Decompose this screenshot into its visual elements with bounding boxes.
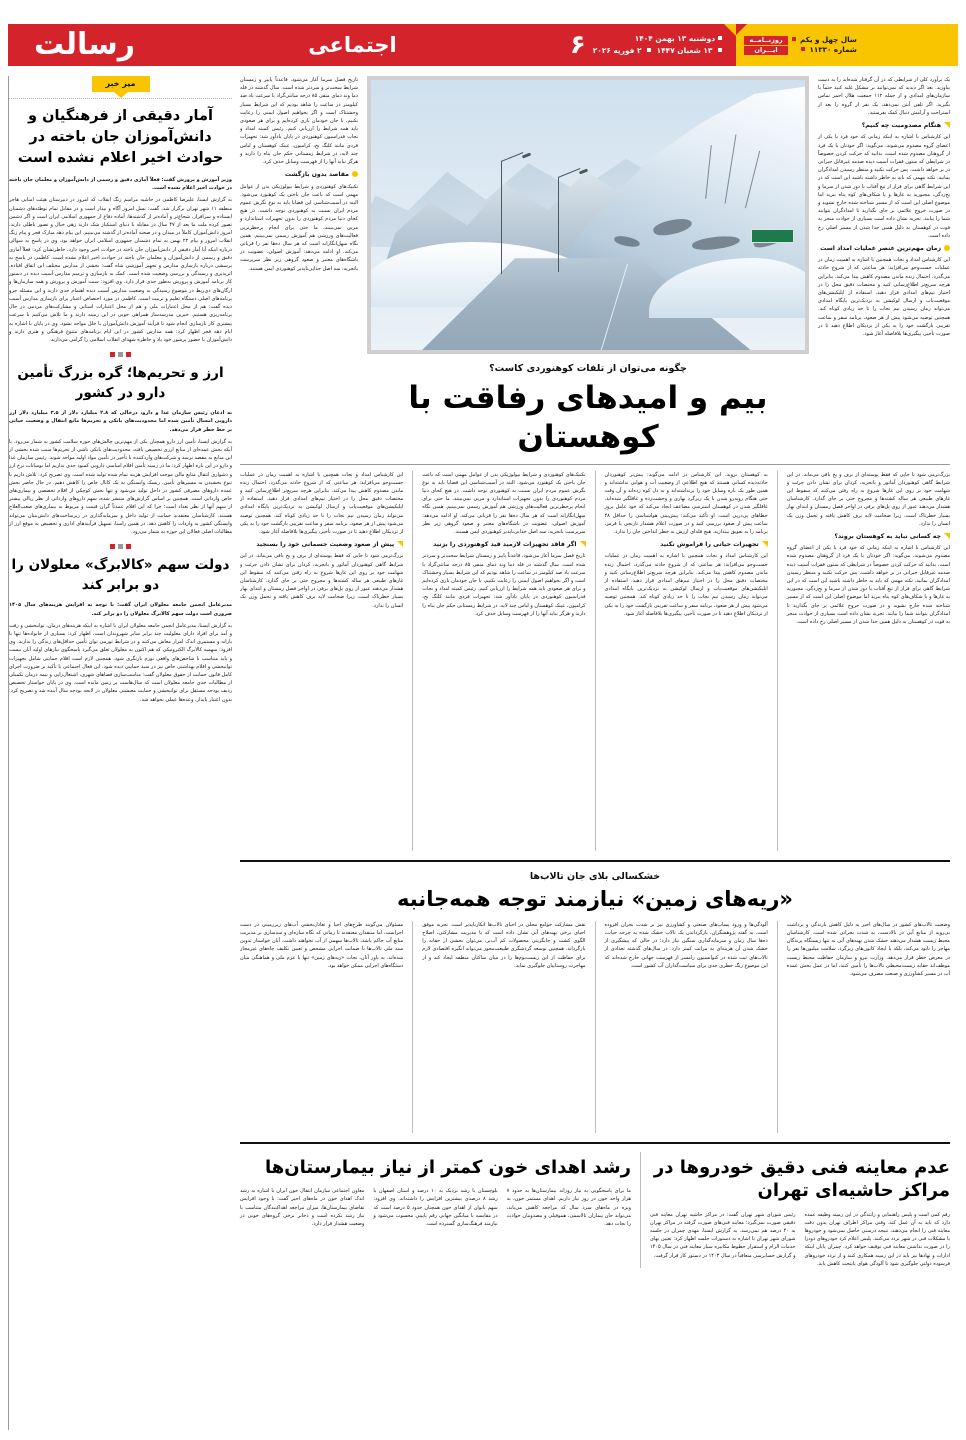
triangle-bullet-icon (944, 533, 950, 539)
mid-col-1 (605, 921, 768, 1133)
lead-side-column (240, 76, 358, 273)
mid-col-3-text: مسئولان می‌گویند طرح‌های احیا و تعادل‌بخشی آب‌های زیرزمینی در دست اجراست، اما منتقدان معتقدند تا زمانی که نگاه سازه‌ای و سدسازی بر مدیریت منابع آب حاکم باشد، تالاب‌ها سهمی از آب نخواهند داشت. آنان خواستار تدوین سند ملی تالاب‌ها با ضمانت اجرایی مشخص و تعیین تکلیف چاه‌های غیرمجاز شده‌اند. به باور آنان، نجات «ریه‌های زمین» تنها با عزم ملی و هماهنگی میان دستگاه‌های اجرایی ممکن خواهد بود. (240, 921, 404, 969)
photo-scene (371, 80, 805, 350)
rail-story-3-headline: دولت سهم «کالابرگ» معلولان را دو برابر کند (11, 557, 230, 593)
mid-col-2-text: نقش مشارکت جوامع محلی در احیای تالاب‌ها انکارناپذیر است. تجربه موفق احیای برخی پهنه‌های آبی نشان داده است که با مدیریت مشارکتی، اصلاح الگوی کشت و جایگزینی محصولات کم آب‌بر، می‌توان بخشی از حقابه را بازگرداند. همچنین توسعه گردشگری طبیعت‌محور می‌تواند انگیزه اقتصادی لازم برای حفاظت از این زیست‌بوم‌ها را در میان ساکنان منطقه ایجاد کند و از مهاجرت روستاییان جلوگیری نماید. (422, 921, 586, 969)
bottom-row-divider (640, 1152, 641, 1268)
br-col-2-text: معاون اجتماعی سازمان انتقال خون ایران با اشاره به رشد اندک اهدای خون در ماه‌های اخیر گفت: با وجود افزایش تقاضای بیمارستان‌ها، میزان مراجعه اهداکنندگان متناسب با نیاز رشد نکرده است و ذخایر برخی گروه‌های خونی در وضعیت هشدار قرار دارد. (240, 1188, 365, 1227)
rail-story-2-headline: ارز و تحریم‌ها؛ گره بزرگ تأمین دارو در کشور (17, 365, 224, 401)
mid-article-columns (240, 921, 950, 1133)
triangle-bullet-icon (762, 541, 768, 547)
main-column (236, 76, 958, 1430)
mid-col-0 (787, 921, 950, 1133)
column-divider (412, 921, 413, 1133)
br-col-1-text: بلوچستان با رشد نزدیک به ۱۰ درصد و استان اصفهان با رشد ۸ درصدی بیشترین افزایش را داشته‌اند. وی افزود: سهم بانوان از اهدای خون همچنان حدود ۵ درصد است که در مقایسه با میانگین جهانی رقم پایینی محسوب می‌شود و نیازمند فرهنگ‌سازی گسترده است. (373, 1188, 498, 1227)
mid-article (240, 871, 950, 1133)
lead-headline: بیم و امیدهای رفاقت با کوهستان (408, 380, 768, 455)
lead-intro-text: یک برآورد کلی از شرایطی که در آن گرفتار شده‌اید را به دست بیاورید. بعد اگر دیدید که نمی‌توانید بر مشکل غلبه کنید حتماً با سازمان‌های امدادی و از جمله ۱۱۲ جمعیت هلال احمر تماس بگیرید. اگر تلفن آنتن نمی‌دهد، یک نفر از گروه را بعد از استراحت و آرامش دنبال کمک بفرستید. (818, 77, 950, 116)
dot-bullet-icon (352, 171, 358, 177)
lead-body-text-d2: بزرگ‌ترمی شود تا جایی که فقط پوسته‌ای از برف و یخ باقی می‌ماند. در این شرایط گاهی کوهنوردان آماتور و باتجربه، کردان برای نشان دادن جرئت و شهامت خود بر روی این غارها شروع به راه رفتن می‌کنند که سقوط این غارهای طبیعی هر ساله کشته‌ها و مجروح حتی بر جای گذارد. کارشناسان هشدار می‌دهند عبور از روی پل‌های برفی در اواخر فصل زمستان و ابتدای بهار بسیار خطرناک است، زیرا ضخامت لایه برف کاهش یافته و تحمل وزن یک انسان را ندارد. (240, 553, 404, 609)
bottom-left-article (650, 1152, 950, 1268)
rail-story-1-headline: آمار دقیقی از فرهنگیان و دانش‌آموزان جان باخته در حوادث اخیر اعلام نشده است (17, 108, 224, 167)
subhead-4 (422, 540, 585, 549)
date-solar: دوشنبه ۱۳ بهمن ۱۴۰۴ (593, 33, 722, 45)
lead-kicker: چگونه می‌توان از تلفات کوهنوردی کاست؟ (489, 363, 687, 374)
corner-accent-icon-2 (724, 24, 736, 36)
lead-body-col-b (605, 471, 768, 851)
subhead-5 (240, 540, 403, 549)
issue-year: سال چهل و یکم (790, 35, 857, 45)
lead-body-col-d (240, 471, 403, 851)
rail-story-1-body: به گزارش ایسنا، علیرضا کاظمی در حاشیه مراسم زنگ انقلاب که امروز در دبیرستان هیئت امنایی هاجر منطقه ۱۱ شهر تهران برگزار شد، گفت: نسل امروز آگاه و بیدار است و در مقابل تمام توطئه‌های دشمنان ایستاده و سرافراز، شجاع‌تر و آماده‌تر از گذشته‌ها، آماده دفاع از جمهوری اسلامی ایران است و اگر دشمن تصور کرده ملت ما بعد از ۴۷ سال در مقابله با دنیای استکبار شک دارند زهی خیال و تصور باطلی دارند. امروز دانش‌آموزان کاملاً در میدان و در صحنه آماده‌تر از گذشته می‌بینیم. این پیام دهه مبارک فجر و پیام زنگ انقلاب امروز و پیام ۲۲ بهمن به تمام دشمنان جمهوری اسلامی ایران خواهد بود. وی در پاسخ به سوالی درباره اینکه آیا آمار دقیقی از دانش‌آموزان جان باخته در حوادث اخیر وجود دارد، خاطرنشان کرد: فعلاً آماری دقیق و رسمی از دانش‌آموزان و معلمان جان باخته در حوادث اخیر اعلام نشده است. کاظمی در پاسخ به پرسشی درباره بازسازی مدارس و تجهیز آموزشی شاه گفت: بخشی از مدارس مختلف این اتفاق افتاده، اثرپذیری و رسیدگی و بررسی وضعیت شده است. کمک به بازسازی و ترمیم مدارس آسیب دیده در دستور کار برنامه آموزش و پرورش به‌طور جدی قرار دارد. وی افزود: سنت آموزش و پرورش و همه سازمان‌ها و ارگان‌های ذی‌ربط در موضوع رسیدگی به وضعیت مدارس آسیب دیده اهتمام جدی دارند و این مسئله جزو برنامه‌های اصلی دستگاه تعلیم و تربیت است. کاظمی در مورد اختصاص اعتبار برای بازسازی مدارس آسیب دیده گفت: هم از محل اعتبارات ملی و هم از محل اعتبارات استانی و مشارکت‌های مردمی در حال برنامه‌ریزی هستیم. خیرین مدرسه‌ساز همراهی خوبی در این زمینه دارند و ما تلاش می‌کنیم با سرعت بیشتری کار بازسازی انجام شود تا فرآیند آموزش دانش‌آموزان با خلل مواجه نشود. وی در پایان با اشاره به ایام دهه فجر اظهار کرد: همه مدارس کشور در این ایام برنامه‌های متنوع فرهنگی و هنری دارند و دانش‌آموزان با حضور پرشور خود یاد و خاطره شهدای انقلاب اسلامی را گرامی می‌دارند. (9, 197, 232, 343)
subhead-3 (240, 170, 358, 179)
bl-col-0-text: رقم کمی است و پلیس راهنمایی و رانندگی در این زمینه وظیفه عمده دارد که باید به آن عمل کند. وقتی مراکز اطراف تهران بدون دقت معاینه فنی را انجام می‌دهند، نتیجه درستی حاصل نمی‌شود و خودروها با مشکلات فنی در شهر تردد می‌کنند. پلیس اعلام کرد خودروهای دودزا را در صورت نداشتن معاینه فنی توقیف خواهد کرد. چمران پایان اینکه ادارات و نهادها نیز باید در این زمینه همکاری کنند و از تردد خودروهای فرسوده دولتی جلوگیری شود تا آلودگی هوای پایتخت کاهش یابد. (804, 1211, 950, 1267)
column-divider (595, 921, 596, 1133)
lead-article-columns (240, 471, 950, 851)
subhead-1-label: زمان مهم‌ترین عنصر عملیات امداد است (820, 244, 941, 252)
bottom-right-article (240, 1152, 631, 1228)
photo-road-line (470, 264, 628, 350)
mid-col-1-text: آلودگی‌ها و ورود پساب‌های صنعتی و کشاورزی نیز بر شدت بحران افزوده است. به گفته پژوهشگران، بازگرداندن یک تالاب خشک شده به چرخه حیات، ده‌ها سال زمان و سرمایه‌گذاری سنگین نیاز دارد؛ در حالی که پیشگیری از خشک شدن آن هزینه‌ای به مراتب کمتر دارد. در سال‌های گذشته تعدادی از تالاب‌های ثبت شده در کنوانسیون رامسر از فهرست جهانی خارج شده‌اند که این موضوع زنگ خطری جدی برای سیاست‌گذاران آب کشور است. (604, 921, 768, 969)
news-desk-badge: میز خبر (92, 76, 150, 92)
publisher-logo (744, 30, 788, 60)
lead-body-text-d: این کارشناس امداد و نجات همچنین با اشاره به اهمیت زمان در عملیات جست‌وجو می‌افزاید: هر ساعتی که از شروع حادثه می‌گذرد، احتمال زنده ماندن مصدوم کاهش پیدا می‌کند. بنابراین هرچه سریع‌تر اطلاع‌رسانی کنید و مختصات دقیق محل را در اختیار تیم‌های امدادی قرار دهید. استفاده از اپلیکیشن‌های موقعیت‌یاب و ارسال لوکیشن به نزدیک‌ترین پایگاه امدادی می‌تواند زمان رسیدن تیم نجات را تا حد زیادی کوتاه کند. همچنین توصیه می‌شود پیش از هر صعود، برنامه سفر و ساعت تقریبی بازگشت خود را به یکی از نزدیکان اطلاع دهید تا در صورت تأخیر، پیگیری‌ها بلافاصله آغاز شود. (240, 471, 404, 535)
mid-col-2 (422, 921, 585, 1133)
section-divider (240, 860, 950, 862)
lead-col-0: این کارشناس با اشاره به اینکه زمانی که خود فرد یا یکی از اعضای گروه مصدوم می‌شوند، می‌گوید: اگر خودتان یا یک فرد از گروهتان مصدوم شده است، بدانید که حرکت کردن خصوصاً در شرایطی که ستون فقرات آسیب دیده صدمه غیرقابل جبرانی در بر خواهد داشت. پس حرکت نکنید و منتظر رسیدن امدادگران بمانید. نکته مهمی که باید به خاطر داشته باشید این است که در این شرایط گاهی برای فرار از تیغ آفتاب یا دور شدن از سرما و یخ‌زدگی، مجبورید به غارها و یا شکاف‌های کوه پناه ببرید اما موضوع اصلی این است که از مسیر شناخته شده خارج نشوید و در صورت خروج علائمی بر جای بگذارید تا امدادگران بتوانند شما را بیابند. تجربه نشان داده است بسیاری از حوادث منجر به فوت در کوهستان به دلیل همین جدا شدن از مسیر اصلی رخ داده است. (818, 134, 950, 239)
publisher-logo-line2: ایـــران (744, 46, 788, 55)
newspaper-brand: رسالت (34, 27, 136, 62)
bottom-row (240, 1152, 950, 1268)
bl-col-1-text: رئیس شورای شهر تهران گفت: در مراکز حاشیه تهران معاینه فنی دقیقی صورت نمی‌گیرد؛ معاینه فنی‌های صورت گرفته در مراکز تهران به ۴۰ درصد هم نمی‌رسد. به گزارش ایسنا، مهدی چمران در جلسه شورای شهر تهران با اشاره به دستورات جلسه اظهار کرد: تعیین بهای خدمات الزام و استقرار خطوط مکانیزه سیار معاینه فنی در سال ۱۴۰۵ و گزارش حسابرسی متعاقباً در سال ۱۴۰۳ در دستور کار قرار گرفت. (650, 1211, 796, 1259)
page-number: ۶ (569, 30, 586, 60)
subhead-0 (818, 121, 950, 130)
date-lunar-gregorian (593, 45, 722, 57)
rail-story-3-body: به گزارش ایسنا، مدیرعامل انجمن جامعه معلولان ایران با اشاره به اینکه هزینه‌های درمان، توانبخشی و رفت و آمد برای افراد دارای معلولیت چند برابر سایر شهروندان است، اظهار کرد: بسیاری از خانواده‌ها تنها با یارانه و مستمری اندک امرار معاش می‌کنند و در شرایط تورمی توان تأمین حداقل‌های زندگی را ندارند. وی افزود: سهمیه کالابرگ الکترونیکی که هم اکنون به معلولان تعلق می‌گیرد پاسخگوی نیازهای اولیه آنان نیست و باید متناسب با شاخص‌های واقعی تورم بازنگری شود. همچنین لازم است اقلام حمایتی شامل تجهیزات توانبخشی و اقلام بهداشتی خاص نیز در سبد حمایتی دیده شود. این فعال اجتماعی با تأکید بر ضرورت اجرای کامل قانون حمایت از حقوق معلولان گفت: مناسب‌سازی فضاهای شهری، اشتغال‌زایی و بیمه درمان تکمیلی از مطالبات جدی جامعه معلولان است که سال‌هاست بر زمین مانده است. وی در پایان خواستار تخصیص ردیف بودجه مستقل برای توانبخشی و حمایت معیشتی معلولان در لایحه بودجه سال آینده شد و تصریح کرد: بدون اعتبار پایدار، وعده‌ها عملی نخواهد شد. (9, 622, 232, 703)
lead-col-5: تاریخ فصل سرما آغاز می‌شود، قاعدتاً پاییز و زمستان شرایط سخت‌تر و سردتر شده است. سال گذشته در قله دما وند دمای منفی ۸۵ درجه سانتی‌گراد با سرعت باد صد کیلومتر در ساعت را شاهد بودیم که این شرایط بسیار وحشتناک است و اگر بخواهیم اصول ایمنی را رعایت نکنیم، با جان خودمان بازی کرده‌ایم و برای هر صعودی باید همه شرایط را ارزیابی کنیم. رئیس کمیته امداد و نجات فدراسیون کوهنوردی در پایان یادآور شد: تجهیزات فردی مانند کلنگ یخ، کرامپون، عینک کوهستان و لباس چند لایه، در شرایط زمستانی حکم جان پناه را دارند و هرگز نباید آنها را از فهرست وسایل حذف کرد. (240, 77, 358, 166)
column-divider (595, 471, 596, 851)
issue-info (790, 35, 863, 56)
br-col-1 (373, 1187, 497, 1228)
lead-body-text-c: تکنیک‌های کوهنوردی و شرایط بیولوژیکی بدن از عوامل مهمی است که باعث جان باختن یک کوهنورد می‌شود. البته در آسیب‌شناسی این قضایا باید به نوع نگرش عموم مردم ایران نسبت به کوهنوردی توجه داشت. در هیچ کجای دنیا مردم کوهنوردی را بدون تجهیزات استاندارد و مربی نمی‌بینند، ما حتی برای انجام پرخطرترین فعالیت‌های ورزشی هم آموزش رسمی نمی‌بینیم. همین نگاه سهل‌انگارانه است که هر سال ده‌ها نفر را قربانی می‌کند. او ادامه می‌دهد: آموزش اصولی، عضویت در باشگاه‌های معتبر و صعود گروهی زیر نظر سرپرست باتجربه، سه اصل جدایی‌ناپذیر کوهنوردی ایمن هستند. (422, 471, 586, 535)
column-divider (777, 471, 778, 851)
triangle-bullet-icon (944, 122, 950, 128)
news-desk-badge-wrap (9, 76, 232, 92)
mid-kicker: خشکسالی بلای جان تالاب‌ها (529, 870, 661, 882)
br-col-0 (507, 1187, 631, 1228)
br-col-2 (240, 1187, 364, 1228)
rail-story-3-lead: مدیرعامل انجمن جامعه معلولان ایران گفت: با توجه به افزایش هزینه‌های سال ۱۴۰۵ ضروری است دولت سهم کالابرگ معلولان را دو برابر کند. (9, 602, 232, 617)
bottom-right-columns (240, 1187, 631, 1228)
column-divider (777, 921, 778, 1133)
lead-body-text-a2: این کارشناس با اشاره به اینکه زمانی که خود فرد یا یکی از اعضای گروه مصدوم می‌شوند، می‌گوید: اگر خودتان یا یک فرد از گروهتان مصدوم شده است، بدانید که حرکت کردن خصوصاً در شرایطی که ستون فقرات آسیب دیده صدمه غیرقابل جبرانی در بر خواهد داشت. پس حرکت نکنید و منتظر رسیدن امدادگران بمانید. نکته مهمی که باید به خاطر داشته باشید این است که در این شرایط گاهی برای فرار از تیغ آفتاب یا دور شدن از سرما و یخ‌زدگی، مجبورید به غارها و یا شکاف‌های کوه پناه ببرید اما موضوع اصلی این است که از مسیر شناخته شده خارج نشوید و در صورت خروج علائمی بر جای بگذارید تا امدادگران بتوانند شما را بیابند. تجربه نشان داده است بسیاری از حوادث منجر به فوت در کوهستان به دلیل همین جدا شدن از مسیر اصلی رخ داده است. (786, 545, 950, 626)
photo-street-lamp (558, 177, 559, 272)
lead-body-text-c2: تاریخ فصل سرما آغاز می‌شود، قاعدتاً پاییز و زمستان شرایط سخت‌تر و سردتر شده است. سال گذشته در قله دما وند دمای منفی ۸۵ درجه سانتی‌گراد با سرعت باد صد کیلومتر در ساعت را شاهد بودیم که این شرایط بسیار وحشتناک است و اگر بخواهیم اصول ایمنی را رعایت نکنیم، با جان خودمان بازی کرده‌ایم و برای هر صعودی باید همه شرایط را ارزیابی کنیم. رئیس کمیته امداد و نجات فدراسیون کوهنوردی در پایان یادآور شد: تجهیزات فردی مانند کلنگ یخ، کرامپون، عینک کوهستان و لباس چند لایه، در شرایط زمستانی حکم جان پناه را دارند و هرگز نباید آنها را از فهرست وسایل حذف کرد. (422, 553, 586, 617)
triangle-bullet-icon (397, 541, 403, 547)
subhead-3-label: مقاصد بدون بازگشت (284, 171, 349, 179)
mid-col-3 (240, 921, 403, 1133)
dot-bullet-icon (944, 245, 950, 251)
bottom-left-headline: عدم معاینه فنی دقیق خودروها در مراکز حاشیه‌ای تهران (653, 1156, 950, 1202)
lead-body-text-b: به کوهستان نروید. این کارشناس در ادامه می‌گوید: بیش‌تر کوهنوردان حادثه‌دیده کسانی هستند که هیچ اطلاعی از وضعیت آب و هوایی نداشته‌اند و همین طور یک باره وسایل خود را برنداشته‌اند و به دل کوه زده‌اند و آن وقت حتی هنگام روبه‌رو شدن با یک ریزگرد بهاری و وحشت‌زده و غافلگیر شده‌اند. غافلگیر شدن در کوهستان استرسی مضاعف ایجاد می‌کند که خود عامل بروز خطاهای پی‌درپی است. او تأکید می‌کند: پیش‌بینی هواشناسی را حداقل ۴۸ ساعت پیش از صعود بررسی کنید و در صورت اعلام هشدار نارنجی یا قرمز، برنامه را به تعویق بیندازید. هیچ قله‌ای ارزش به خطر انداختن جان را ندارد. (604, 471, 768, 535)
lead-body-col-a (787, 471, 950, 851)
subhead-1 (818, 244, 950, 253)
rail-story-2-lead: به اذعان رئیس سازمان غذا و دارو، درحالی که ۲.۸ میلیارد دلار از ۳.۵ میلیارد دلار ارز دارویی امسال تأمین شده اما محدودیت‌های بانکی و تحریم‌ها مانع انتقال و وضعیت حیاتی بر خط خطر قرار می‌دهد. (9, 410, 232, 433)
photo-road-sign (751, 229, 794, 244)
rail-story-1-lead: وزیر آموزش و پرورش گفت: فعلاً آماری دقیق و رسمی از دانش‌آموزان و معلمان جان باخته در حوادث اخیر اعلام نشده است. (9, 177, 232, 192)
page-meta (570, 32, 722, 58)
section-title: اجتماعی (308, 32, 397, 57)
bl-col-0 (805, 1211, 951, 1268)
lead-photo (367, 76, 809, 354)
lead-body-text-a: بزرگ‌ترمی شود تا جایی که فقط پوسته‌ای از برف و یخ باقی می‌ماند. در این شرایط گاهی کوهنوردان آماتور و باتجربه، کردان برای نشان دادن جرئت و شهامت خود بر روی این غارها شروع به راه رفتن می‌کنند که سقوط این غارهای طبیعی هر ساله کشته‌ها و مجروح حتی بر جای گذارد. کارشناسان هشدار می‌دهند عبور از روی پل‌های برفی در اواخر فصل زمستان و ابتدای بهار بسیار خطرناک است، زیرا ضخامت لایه برف کاهش یافته و تحمل وزن یک انسان را ندارد. (786, 471, 950, 527)
lead-col-3: تکنیک‌های کوهنوردی و شرایط بیولوژیکی بدن از عوامل مهمی است که باعث جان باختن یک کوهنورد می‌شود. البته در آسیب‌شناسی این قضایا باید به نوع نگرش عموم مردم ایران نسبت به کوهنوردی توجه داشت. در هیچ کجای دنیا مردم کوهنوردی را بدون تجهیزات استاندارد و مربی نمی‌بینند، ما حتی برای انجام پرخطرترین فعالیت‌های ورزشی هم آموزش رسمی نمی‌بینیم. همین نگاه سهل‌انگارانه است که هر سال ده‌ها نفر را قربانی می‌کند. او ادامه می‌دهد: آموزش اصولی، عضویت در باشگاه‌های معتبر و صعود گروهی زیر نظر سرپرست باتجربه، سه اصل جدایی‌ناپذیر کوهنوردی ایمن هستند. (240, 183, 358, 272)
publisher-logo-line1: روزنــامــه (744, 36, 788, 45)
issue-number: شماره ۱۱۳۳۰ (790, 45, 857, 55)
mid-col-0-text: وضعیت تالاب‌های کشور در سال‌های اخیر به دلیل کاهش بارندگی و برداشت بی‌رویه از منابع آبی در بالادست، به شدت بحرانی شده است. کارشناسان محیط زیست هشدار می‌دهند خشک شدن پهنه‌های آبی نه تنها زیستگاه پرندگان مهاجر را نابود می‌کند، بلکه با ایجاد کانون‌های ریزگرد، سلامت میلیون‌ها نفر را در معرض خطر قرار می‌دهد. وزارت نیرو و سازمان حفاظت محیط زیست موظف‌اند حقابه زیست‌محیطی تالاب‌ها را تأمین کنند، اما در عمل بخش عمده آب در مسیر کشاورزی و صنعت مصرف می‌شود. (786, 921, 950, 978)
section-divider-2 (240, 1142, 950, 1144)
rail-story-2 (9, 364, 232, 536)
triangle-bullet-icon (580, 541, 586, 547)
lead-body-col-c (422, 471, 585, 851)
date-lunar: ۱۳ شعبان ۱۴۴۷ (656, 46, 713, 55)
publication-dates (593, 33, 722, 57)
right-rail (8, 76, 236, 1430)
subhead-7 (605, 540, 768, 549)
subhead-7-label: تجهیزات حیاتی را فراموش نکنید (660, 541, 759, 549)
masthead (8, 24, 958, 66)
mid-headline: «ریه‌های زمین» نیازمند توجه همه‌جانبه (397, 886, 793, 911)
masthead-issue-block (736, 24, 958, 66)
rail-story-2-body: به گزارش ایسنا، تأمین ارز دارو همچنان یکی از مهم‌ترین چالش‌های حوزه سلامت کشور به شمار می‌رود. با آنکه بخش عمده‌ای از منابع ارزی تخصیص یافته، محدودیت‌های بانکی ناشی از تحریم‌ها سبب شده بخشی از این منابع به مقصد نرسد و شرکت‌های واردکننده با تأخیر در تأمین مواد اولیه مواجه شوند. رئیس سازمان غذا و دارو در این باره اظهار کرد: ما در زمینه تأمین اقلام اساسی دارویی کمبود جدی نداریم اما نوسانات نرخ ارز و دشواری انتقال منابع مالی موجب افزایش هزینه تمام شده تولید شده است. وی تصریح کرد: تلاش داریم با تنوع بخشیدن به مسیرهای تأمین، ریسک وابستگی به یک کانال خاص را کاهش دهیم. در حال حاضر بخش عمده داروهای مصرفی کشور در داخل تولید می‌شود و تنها بخش کوچکی از اقلام تخصصی و بیماری‌های خاص وارداتی است. همچنین بر اساس گزارش‌های منتشر شده، سهم داروهای وارداتی از نظر ریالی بیشتر از سهم آنها از نظر تعداد است؛ چرا که این اقلام عمدتاً گران قیمت و مربوط به بیماری‌های صعب‌العلاج هستند. کارشناسان معتقدند حمایت از تولید داخل و سرمایه‌گذاری در زیرساخت‌های دانش‌بنیان می‌تواند وابستگی کشور به واردات را کاهش دهد. در همین راستا، تسهیل فرآیندهای اداری و تخصیص به موقع ارز از مطالبات اصلی فعالان این حوزه به شمار می‌رود. (9, 438, 232, 536)
page-body (8, 76, 958, 1430)
bl-col-1 (650, 1211, 796, 1268)
photo-street-lamp (501, 161, 502, 274)
date-separator-icon (647, 48, 651, 52)
rail-rule (9, 98, 232, 99)
subhead-0-label: هنگام مصدومیت چه کنیم؟ (861, 122, 941, 130)
br-col-0-text: ما برای پاسخگویی به نیاز روزانه بیمارستان‌ها به حدود ۷ هزار واحد خون در روز نیاز داریم. اهدای مستمر خون، به ویژه در ماه‌های سرد سال که مراجعه کاهش می‌یابد، می‌تواند جان بیماران تالاسمی، هموفیلی و مصدومان حوادث را نجات دهد. (506, 1188, 631, 1227)
rail-story-1 (9, 106, 232, 344)
subhead-4-label: اگر فاقد تجهیزات لازمید قید کوهنوردی را بزنید (433, 541, 577, 549)
subhead-6-label: چه کسانی نباید به کوهستان بروند؟ (834, 532, 941, 540)
story-separator-marks-2 (9, 544, 232, 549)
masthead-brand-block (8, 24, 736, 66)
subhead-6 (787, 532, 950, 541)
lead-col-1: این کارشناس امداد و نجات همچنین با اشاره به اهمیت زمان در عملیات جست‌وجو می‌افزاید: هر ساعتی که از شروع حادثه می‌گذرد، احتمال زنده ماندن مصدوم کاهش پیدا می‌کند. بنابراین هرچه سریع‌تر اطلاع‌رسانی کنید و مختصات دقیق محل را در اختیار تیم‌های امدادی قرار دهید. استفاده از اپلیکیشن‌های موقعیت‌یاب و ارسال لوکیشن به نزدیک‌ترین پایگاه امدادی می‌تواند زمان رسیدن تیم نجات را تا حد زیادی کوتاه کند. همچنین توصیه می‌شود پیش از هر صعود، برنامه سفر و ساعت تقریبی بازگشت خود را به یکی از نزدیکان اطلاع دهید تا در صورت تأخیر، پیگیری‌ها بلافاصله آغاز شود. (818, 257, 950, 338)
column-divider (412, 471, 413, 851)
lead-body-text-b2: این کارشناس امداد و نجات همچنین با اشاره به اهمیت زمان در عملیات جست‌وجو می‌افزاید: هر ساعتی که از شروع حادثه می‌گذرد، احتمال زنده ماندن مصدوم کاهش پیدا می‌کند. بنابراین هرچه سریع‌تر اطلاع‌رسانی کنید و مختصات دقیق محل را در اختیار تیم‌های امدادی قرار دهید. استفاده از اپلیکیشن‌های موقعیت‌یاب و ارسال لوکیشن به نزدیک‌ترین پایگاه امدادی می‌تواند زمان رسیدن تیم نجات را تا حد زیادی کوتاه کند. همچنین توصیه می‌شود پیش از هر صعود، برنامه سفر و ساعت تقریبی بازگشت خود را به یکی از نزدیکان اطلاع دهید تا در صورت تأخیر، پیگیری‌ها بلافاصله آغاز شود. (604, 553, 768, 617)
rail-story-3 (9, 556, 232, 704)
lead-intro-column (818, 76, 950, 338)
divider (240, 464, 950, 465)
bottom-right-headline: رشد اهدای خون کمتر از نیاز بیمارستان‌ها (265, 1156, 631, 1178)
subhead-5-label: پیش از صعود وضعیت جسمانی خود را بسنجید (256, 541, 395, 549)
lead-hero (367, 76, 809, 457)
date-gregorian: ۲ فوریه ۲۰۲۶ (592, 46, 642, 55)
bottom-left-columns (650, 1211, 950, 1268)
story-separator-marks (9, 352, 232, 357)
corner-accent-icon (736, 24, 747, 35)
